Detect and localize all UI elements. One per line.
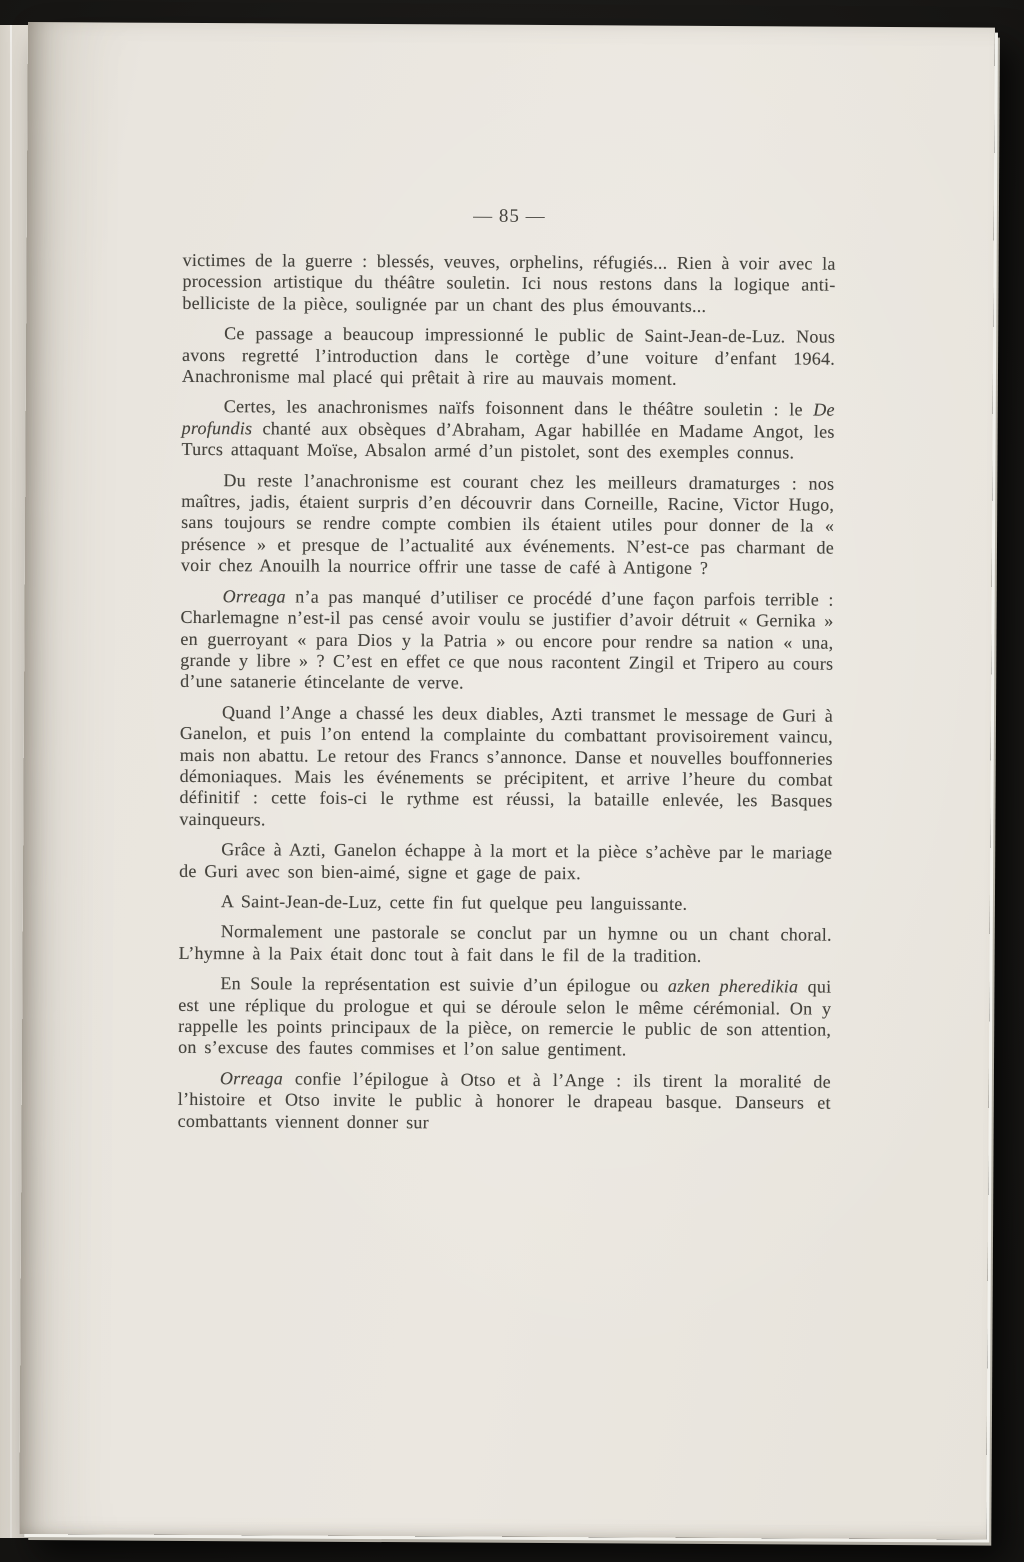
text-segment: Certes, les anachronismes naïfs foisonnent dans le théâtre souletin : le [223, 396, 814, 420]
paragraph [178, 1068, 831, 1136]
text-segment: n’a pas manqué d’utiliser ce procédé d’une façon parfois terrible : Charlemagne n’est-il pas censé avoir voulu se justifier d’avoir détruit « Gernika » en guerroyant « para Dios y la Patria » ou encore pour rendre sa nation « una, grande y libre » ? C’est en effet ce que nous racontent Zingil et Tripero au cours d’une satanerie étincelante de verve. [180, 586, 834, 693]
text-block [178, 250, 836, 1136]
text-segment: En Soule la représentation est suivie d’un épilogue ou [220, 973, 669, 996]
paragraph [182, 323, 835, 391]
paragraph [180, 586, 834, 697]
text-segment: confie l’épilogue à Otso et à l’Ange : ils tirent la moralité de l’histoire et Otso invite le public à honorer le drapeau basque. Danseurs et combattants viennent donner sur [177, 1068, 831, 1132]
italic-text-segment: De profundis [181, 399, 835, 439]
italic-text-segment: Orreaga [222, 585, 286, 607]
text-segment: victimes de la guerre : blessés, veuves, orphelins, réfugiés... Rien à voir avec la procession artistique du théâtre souletin. Ici nous restons dans la logique anti-belliciste de la pièce, soulignée par un chant des plus émouvants... [182, 249, 836, 316]
paragraph [182, 250, 835, 318]
text-segment: Grâce à Azti, Ganelon échappe à la mort et la pièce s’achève par le mariage de Guri avec son bien-aimé, signe et gage de paix. [179, 839, 833, 883]
paragraph [179, 702, 833, 834]
page-number: — 85 — [473, 205, 546, 227]
paragraph [178, 973, 831, 1062]
paragraph [181, 396, 834, 464]
italic-text-segment: Orreaga [219, 1067, 284, 1089]
text-segment: Du reste l’anachronisme est courant chez les meilleurs dramaturges : nos maîtres, jadis, étaient surpris d’en découvrir dans Corneille, Racine, Victor Hugo, sans toujours se rendre compte combien ils étaient utiles pour donner de la « présence » et presque de l’actualité aux événements. N’est-ce pas charmant de voir chez Anouilh la nourrice offrir une tasse de café à Antigone ? [180, 469, 835, 579]
text-segment: Normalement une pastorale se conclut par un hymne ou un chant choral. L’hymne à la Paix était donc tout à fait dans le fil de la tradition. [178, 921, 832, 966]
text-segment: qui est une réplique du prologue et qui se déroule selon le même cérémonial. On y rappelle les points principaux de la pièce, on remercie le public de son attention, on s’excuse des fautes commises et l’on salue gentiment. [178, 976, 832, 1060]
text-segment: chanté aux obsèques d’Abraham, Agar habillée en Madame Angot, les Turcs attaquant Moïse, Absalon armé d’un pistolet, sont des exemples connus. [181, 418, 835, 463]
text-segment: Quand l’Ange a chassé les deux diables, Azti transmet le message de Guri à Ganelon, et puis l’on entend la complainte du combattant provisoirement vaincu, mais non abattu. Le retour des Francs s’annonce. Danse et nouvelles bouffonneries démoniaques. Mais les événements se précipitent, et arrive l’heure du combat définitif : cette fois-ci le rythme est réussi, la bataille enlevée, les Basques vainqueurs. [179, 701, 834, 830]
paragraph [181, 470, 835, 581]
paragraph [179, 891, 832, 916]
paragraph [179, 921, 832, 968]
text-segment: Ce passage a beaucoup impressionné le public de Saint-Jean-de-Luz. Nous avons regretté l’introduction dans le cortège d’une voiture d’enfant 1964. Anachronisme mal placé qui prêtait à rire au mauvais moment. [181, 323, 836, 389]
text-segment: A Saint-Jean-de-Luz, cette fin fut quelque peu languissante. [220, 891, 688, 914]
paragraph [179, 839, 832, 886]
italic-text-segment: azken pheredikia [667, 975, 799, 997]
book-page [19, 22, 995, 1540]
